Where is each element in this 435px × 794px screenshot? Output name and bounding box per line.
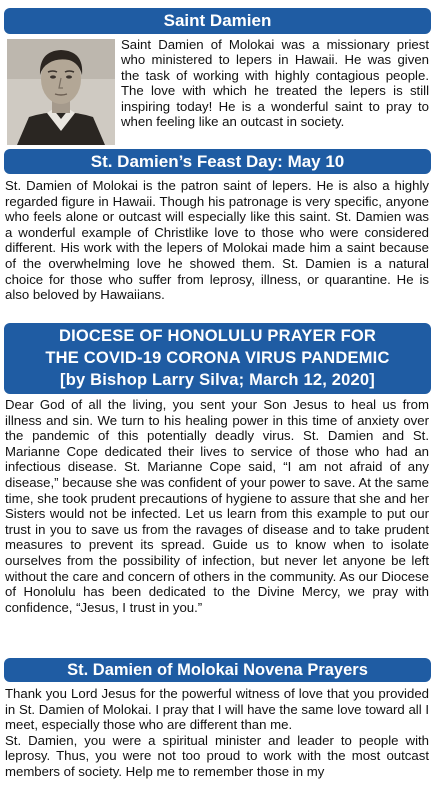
saint-damien-portrait	[7, 39, 115, 145]
feast-day-text: St. Damien of Molokai is the patron saint of lepers. He is also a highly regarded figure in Hawaii. Though his patronage is very specific, anyone who feels alone or outcast will especially like this saint. St. Damien was a wonderful example of Christlike love to those who were considered different. His work with the lepers of Molokai made him a saint because of the overwhelming love he showed them. St. Damien is a natural choice for those who suffer from leprosy, illness, or quarantine. He is also beloved by Hawaiians.	[5, 178, 429, 303]
covid-prayer-title-line-3: [by Bishop Larry Silva; March 12, 2020]	[60, 371, 375, 389]
section-title-feast-day: St. Damien’s Feast Day: May 10	[4, 149, 431, 174]
novena-paragraph-1: Thank you Lord Jesus for the powerful witness of love that you provided in St. Damien of Molokai. I pray that I will have the same love toward all I meet, especially those who are different than me.	[5, 686, 429, 733]
novena-prayers-text	[5, 686, 429, 780]
section-title-covid-prayer	[4, 323, 431, 394]
saint-damien-portrait-image	[7, 39, 115, 145]
covid-prayer-text: Dear God of all the living, you sent your Son Jesus to heal us from illness and sin. We turn to his healing power in this time of anxiety over the pandemic of this potentially deadly virus. St. Damien and St. Marianne Cope dedicated their lives to service of those who had an infectious disease. St. Marianne Cope said, “I am not afraid of any disease,” because she was confident of your power to save. At the same time, she took prudent precautions of hygiene to assure that she and her Sisters would not be infected. Let us learn from this example to put our trust in you to save us from the ravages of disease and to take prudent measures to prevent its spread. Guide us to know when to isolate ourselves from the possibility of infection, but never let anyone be left without the care and concern of others in the community. As our Diocese of Honolulu has been dedicated to the Divine Mercy, we pray with confidence, “Jesus, I trust in you.”	[5, 397, 429, 615]
section-title-novena-prayers: St. Damien of Molokai Novena Prayers	[4, 658, 431, 682]
saint-damien-intro-text: Saint Damien of Molokai was a missionary priest who ministered to lepers in Hawaii. He was given the task of working with highly contagious people. The love with which he treated the lepers is still inspiring today! He is a wonderful saint to pray to when feeling like an outcast in society.	[121, 37, 429, 130]
covid-prayer-title-line-2: THE COVID-19 CORONA VIRUS PANDEMIC	[45, 349, 390, 367]
novena-paragraph-2: St. Damien, you were a spiritual minister and leader to people with leprosy. Thus, you were not too proud to work with the most outcast members of society. Help me to remember those in my	[5, 732, 429, 779]
section-title-saint-damien: Saint Damien	[4, 8, 431, 34]
covid-prayer-title-line-1: DIOCESE OF HONOLULU PRAYER FOR	[58, 327, 377, 345]
